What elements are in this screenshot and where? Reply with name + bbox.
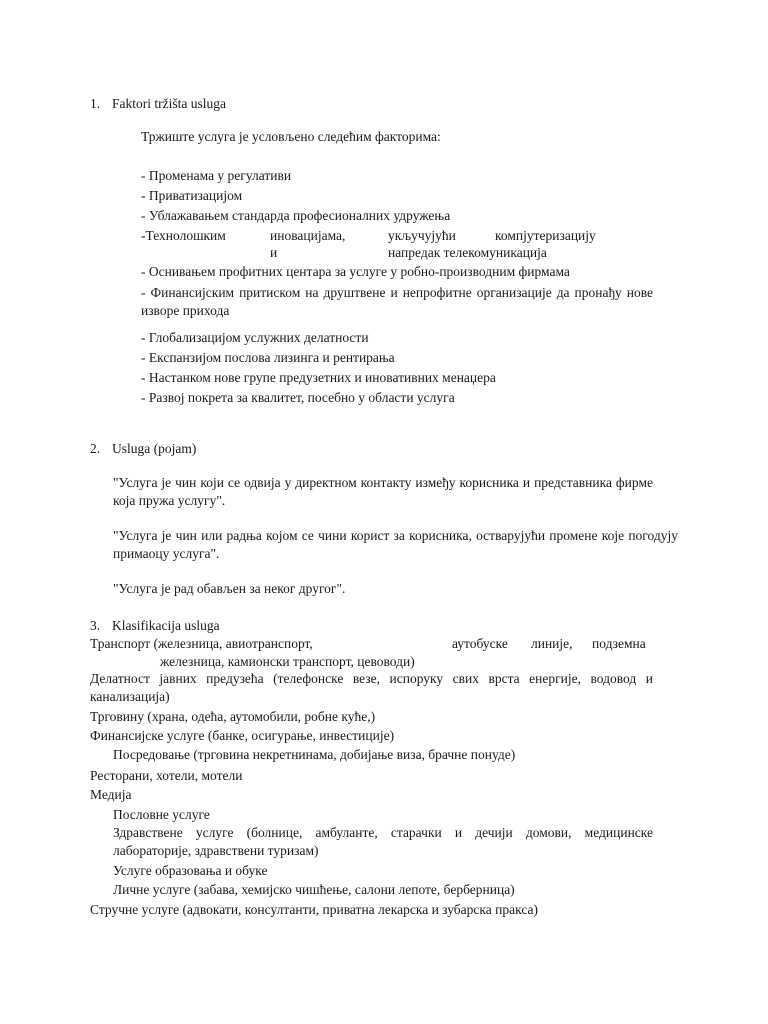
classification-item: железница, камионски транспорт, цевоводи) xyxy=(160,654,415,669)
section-2-number: 2. xyxy=(90,441,101,456)
factor-item: - Ублажавањем стандарда професионалних удружења xyxy=(141,208,451,223)
classification-item: Медија xyxy=(90,787,132,802)
classification-transport-word: аутобуске xyxy=(452,636,508,651)
definition-quote: "Услуга је рад обављен за неког другог". xyxy=(113,581,346,596)
factor-item: - Глобализацијом услужних делатности xyxy=(141,330,369,345)
section-3-title: Klasifikacija usluga xyxy=(112,618,220,633)
section-2-title: Usluga (pojam) xyxy=(112,441,197,456)
classification-item: Трговину (храна, одећа, аутомобили, робне куће,) xyxy=(90,709,376,724)
factor-item: - Променама у регулативи xyxy=(141,168,292,183)
factor-tech-word: и xyxy=(270,245,278,260)
section-1-intro: Тржиште услуга је условљено следећим факторима: xyxy=(141,129,441,144)
factor-tech-word: компјутеризацију xyxy=(495,228,596,243)
section-1-number: 1. xyxy=(90,96,101,111)
classification-transport-word: линије, xyxy=(531,636,573,651)
factor-item: - Настанком нове групе предузетних и иновативних менаџера xyxy=(141,370,496,385)
classification-item: Пословне услуге xyxy=(113,807,210,822)
classification-item: Ресторани, хотели, мотели xyxy=(90,768,243,783)
factor-item: - Експанзијом послова лизинга и рентирања xyxy=(141,350,395,365)
classification-item: Услуге образовања и обуке xyxy=(113,863,268,878)
factor-item: - Финансијским притиском на друштвене и непрофитне организације да пронађу нове изворе прихода xyxy=(141,285,653,318)
classification-item: Стручне услуге (адвокати, консултанти, приватна лекарска и зубарска пракса) xyxy=(90,902,538,917)
definition-quote: "Услуга је чин који се одвија у директном контакту између корисника и представника фирме која пружа услугу". xyxy=(113,475,653,508)
factor-tech-word: -Технолошким xyxy=(141,228,226,243)
section-3-number: 3. xyxy=(90,618,101,633)
classification-item: Посредовање (трговина некретнинама, добијање виза, брачне понуде) xyxy=(113,747,516,762)
factor-item: - Развој покрета за квалитет, посебно у области услуга xyxy=(141,390,455,405)
definition-quote: "Услуга је чин или радња којом се чини корист за корисника, остварујући промене које погодују примаоцу услуга". xyxy=(113,528,678,561)
section-1-title: Faktori tržišta usluga xyxy=(112,96,226,111)
section-2-heading xyxy=(90,440,196,457)
classification-transport-word: подземна xyxy=(592,636,646,651)
factor-item: - Приватизацијом xyxy=(141,188,243,203)
factor-tech-word: укључујући xyxy=(388,228,456,243)
factor-item: - Оснивањем профитних центара за услуге у робно-производним фирмама xyxy=(141,264,570,279)
classification-item: Здравствене услуге (болнице, амбуланте, старачки и дечији домови, медицинске лабораторије, здравствени туризам) xyxy=(113,825,653,858)
factor-tech-word: напредак телекомуникација xyxy=(388,245,547,260)
classification-item: Личне услуге (забава, хемијско чишћење, салони лепоте, берберница) xyxy=(113,882,515,897)
classification-transport-word: Транспорт (железница, авиотранспорт, xyxy=(90,636,313,651)
factor-tech-word: иновацијама, xyxy=(270,228,346,243)
classification-item: Финансијске услуге (банке, осигурање, инвестиције) xyxy=(90,728,395,743)
section-3-heading xyxy=(90,617,220,634)
section-1-heading xyxy=(90,95,226,112)
classification-item: Делатност јавних предузећа (телефонске везе, испоруку свих врста енергије, водовод и канализација) xyxy=(90,671,653,704)
